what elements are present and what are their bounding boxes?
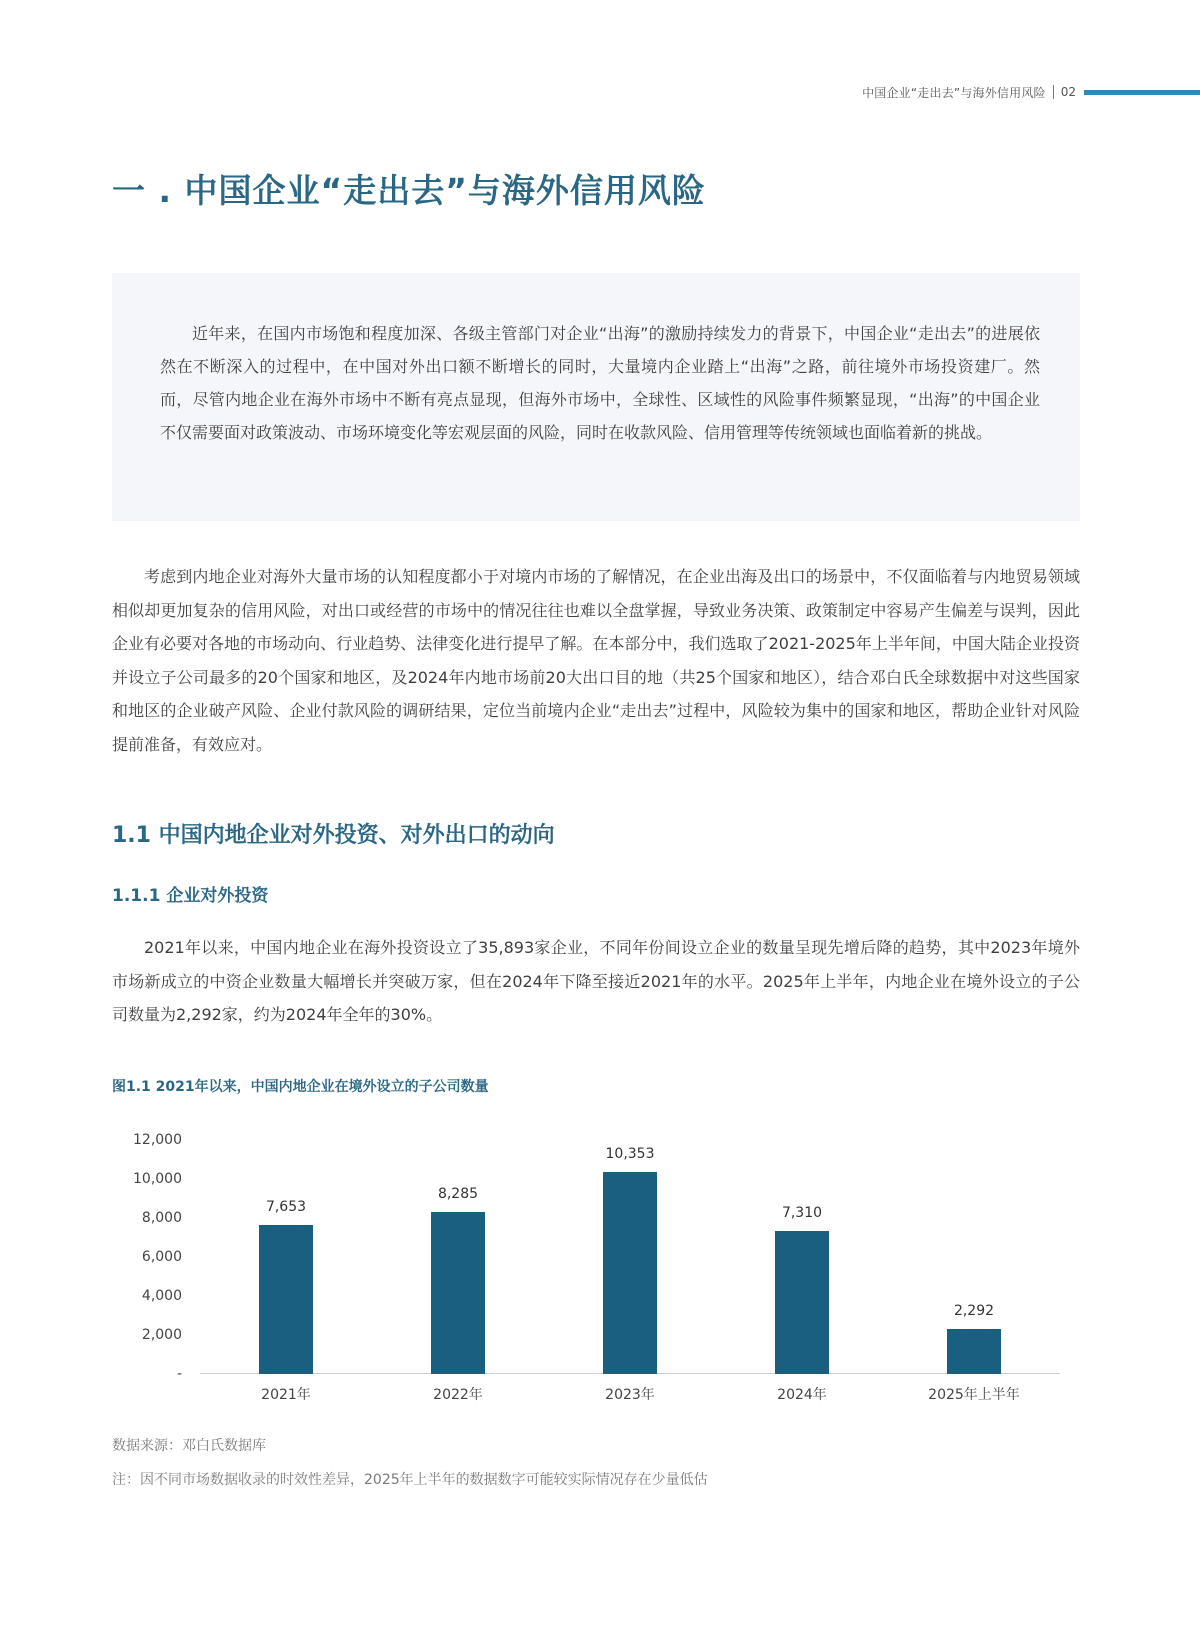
y-axis xyxy=(112,1120,182,1420)
bar-value-label: 7,653 xyxy=(265,1199,307,1215)
page-number: 02 xyxy=(1060,85,1076,99)
y-tick: 10,000 xyxy=(133,1171,182,1187)
bar-value-label: 10,353 xyxy=(605,1146,655,1162)
y-tick: - xyxy=(176,1366,182,1382)
running-title: 中国企业“走出去”与海外信用风险 xyxy=(862,85,1046,100)
x-tick-label: 2025年上半年 xyxy=(928,1387,1020,1403)
bar-value-label: 2,292 xyxy=(953,1303,995,1319)
body-paragraph-2: 2021年以来，中国内地企业在海外投资设立了35,893家企业，不同年份间设立企业的数量呈现先增后降的趋势，其中2023年境外市场新成立的中资企业数量大幅增长并突破万家，但在2024年下降至接近2021年的水平。2025年上半年，内地企业在境外设立的子公司数量为2,292家，约为2024年全年的30%。 xyxy=(112,938,1080,1024)
figure-title: 图1.1 2021年以来，中国内地企业在境外设立的子公司数量 xyxy=(112,1079,489,1095)
bar-value-label: 7,310 xyxy=(781,1205,823,1221)
section-heading: 1.1 中国内地企业对外投资、对外出口的动向 xyxy=(112,823,555,848)
bar-chart xyxy=(112,1120,1072,1420)
data-source: 数据来源：邓白氏数据库 xyxy=(112,1438,266,1454)
y-tick: 4,000 xyxy=(141,1288,182,1304)
intro-callout-box xyxy=(112,273,1080,521)
chapter-title: 一 . 中国企业“走出去”与海外信用风险 xyxy=(112,171,706,210)
x-axis-labels xyxy=(200,1120,1060,1420)
bar-value-label: 8,285 xyxy=(437,1186,479,1202)
y-tick: 8,000 xyxy=(141,1210,182,1226)
x-tick-label: 2023年 xyxy=(605,1387,655,1403)
figure-note: 注：因不同市场数据收录的时效性差异，2025年上半年的数据数字可能较实际情况存在少量低估 xyxy=(112,1472,708,1488)
y-tick: 6,000 xyxy=(141,1249,182,1265)
header-divider xyxy=(1053,85,1054,99)
x-tick-label: 2024年 xyxy=(777,1387,827,1403)
x-tick-label: 2021年 xyxy=(261,1387,311,1403)
running-header xyxy=(862,82,1200,102)
body-paragraph-1: 考虑到内地企业对海外大量市场的认知程度都小于对境内市场的了解情况，在企业出海及出口的场景中，不仅面临着与内地贸易领域相似却更加复杂的信用风险，对出口或经营的市场中的情况往往也难以全盘掌握，导致业务决策、政策制定中容易产生偏差与误判，因此企业有必要对各地的市场动向、行业趋势、法律变化进行提早了解。在本部分中，我们选取了2021-2025年上半年间，中国大陆企业投资并设立子公司最多的20个国家和地区，及2024年内地市场前20大出口目的地（共25个国家和地区），结合邓白氏全球数据中对这些国家和地区的企业破产风险、企业付款风险的调研结果，定位当前境内企业“走出去”过程中，风险较为集中的国家和地区，帮助企业针对风险提前准备，有效应对。 xyxy=(112,567,1080,754)
intro-paragraph: 近年来，在国内市场饱和程度加深、各级主管部门对企业“出海”的激励持续发力的背景下，中国企业“走出去”的进展依然在不断深入的过程中，在中国对外出口额不断增长的同时，大量境内企业踏上“出海”之路，前往境外市场投资建厂。然而，尽管内地企业在海外市场中不断有亮点显现，但海外市场中，全球性、区域性的风险事件频繁显现，“出海”的中国企业不仅需要面对政策波动、市场环境变化等宏观层面的风险，同时在收款风险、信用管理等传统领域也面临着新的挑战。 xyxy=(160,324,1040,442)
y-tick: 12,000 xyxy=(133,1132,182,1148)
subsection-heading: 1.1.1 企业对外投资 xyxy=(112,886,269,906)
x-tick-label: 2022年 xyxy=(433,1387,483,1403)
y-tick: 2,000 xyxy=(141,1327,182,1343)
header-accent-bar xyxy=(1084,90,1200,95)
